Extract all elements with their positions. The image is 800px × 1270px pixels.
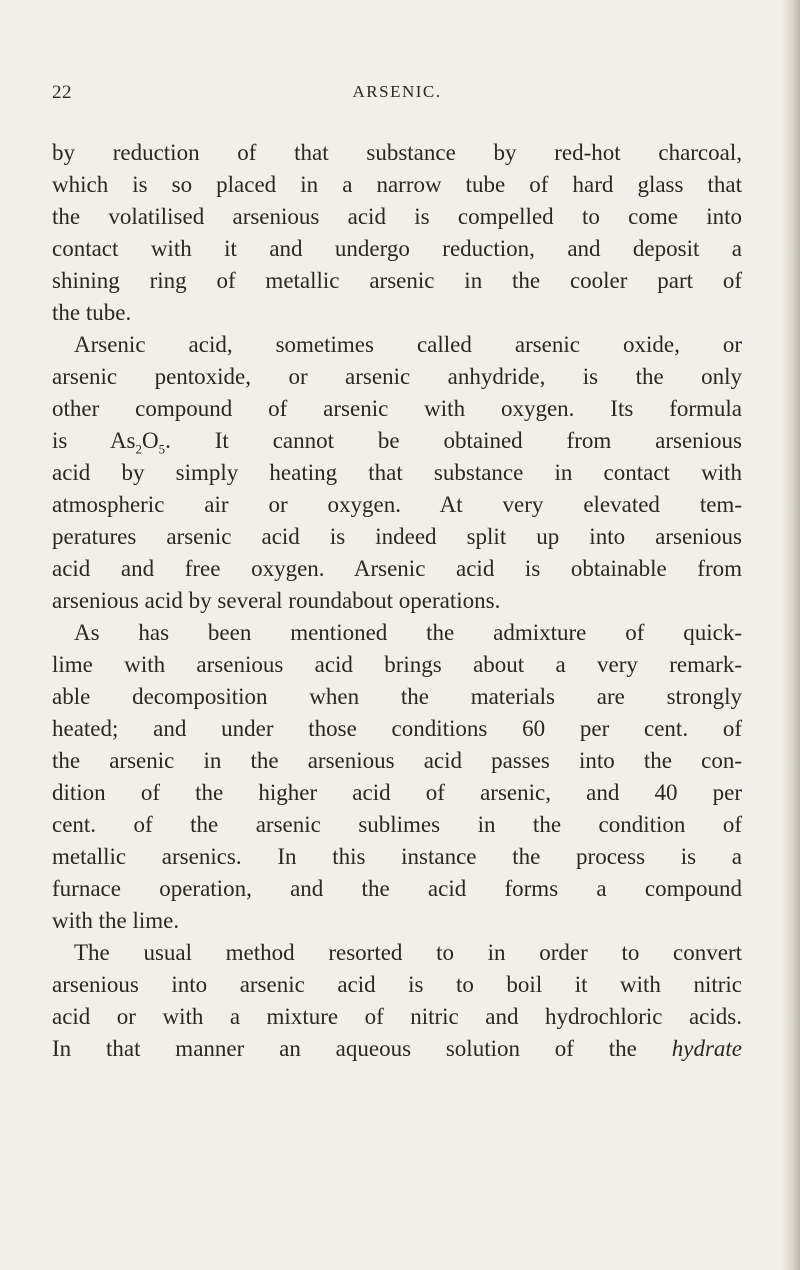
formula-after: . It cannot be obtained from arsenious (165, 428, 742, 453)
page-header (52, 82, 742, 106)
line-text: In that manner an aqueous solution of the (52, 1036, 637, 1061)
formula-subscript: 2 (135, 441, 143, 457)
text-line: other compound of arsenic with oxygen. Its formula (52, 396, 742, 421)
text-line: cent. of the arsenic sublimes in the condition of (52, 812, 742, 837)
text-line: peratures arsenic acid is indeed split up into arsenious (52, 524, 742, 549)
text-line: Arsenic acid, sometimes called arsenic oxide, or (74, 332, 742, 357)
text-line: by reduction of that substance by red-hot charcoal, (52, 140, 742, 165)
text-line: arsenic pentoxide, or arsenic anhydride, is the only (52, 364, 742, 389)
text-line: acid by simply heating that substance in contact with (52, 460, 742, 485)
text-line: with the lime. (52, 908, 180, 933)
page-number: 22 (52, 82, 72, 103)
text-line: which is so placed in a narrow tube of hard glass that (52, 172, 742, 197)
text-line: the tube. (52, 300, 132, 325)
formula-subscript: 5 (158, 441, 166, 457)
text-line: arsenious into arsenic acid is to boil it with nitric (52, 972, 742, 997)
text-line: shining ring of metallic arsenic in the cooler part of (52, 268, 742, 293)
text-line: As has been mentioned the admixture of quick- (74, 620, 742, 645)
text-line: contact with it and undergo reduction, and deposit a (52, 236, 742, 261)
page-edge-shadow (782, 0, 800, 1270)
text-line: dition of the higher acid of arsenic, and 40 per (52, 780, 742, 805)
text-line: heated; and under those conditions 60 per cent. of (52, 716, 742, 741)
text-line: atmospheric air or oxygen. At very elevated tem- (52, 492, 742, 517)
text-line: The usual method resorted to in order to convert (74, 940, 742, 965)
formula-line (52, 426, 742, 456)
italic-term: hydrate (671, 1036, 743, 1061)
text-line: the arsenic in the arsenious acid passes into the con- (52, 748, 742, 773)
running-head: ARSENIC. (352, 82, 442, 101)
text-line: lime with arsenious acid brings about a very remark- (52, 652, 742, 677)
formula-middle: O (142, 428, 159, 453)
text-line: metallic arsenics. In this instance the process is a (52, 844, 742, 869)
text-line: arsenious acid by several roundabout operations. (52, 588, 501, 613)
text-line: able decomposition when the materials are strongly (52, 684, 742, 709)
text-line: acid and free oxygen. Arsenic acid is obtainable from (52, 556, 742, 581)
text-line: the volatilised arsenious acid is compelled to come into (52, 204, 742, 229)
formula-before: is As (52, 428, 136, 453)
text-line: acid or with a mixture of nitric and hydrochloric acids. (52, 1004, 742, 1029)
text-line: furnace operation, and the acid forms a compound (52, 876, 742, 901)
text-line (52, 1034, 742, 1064)
